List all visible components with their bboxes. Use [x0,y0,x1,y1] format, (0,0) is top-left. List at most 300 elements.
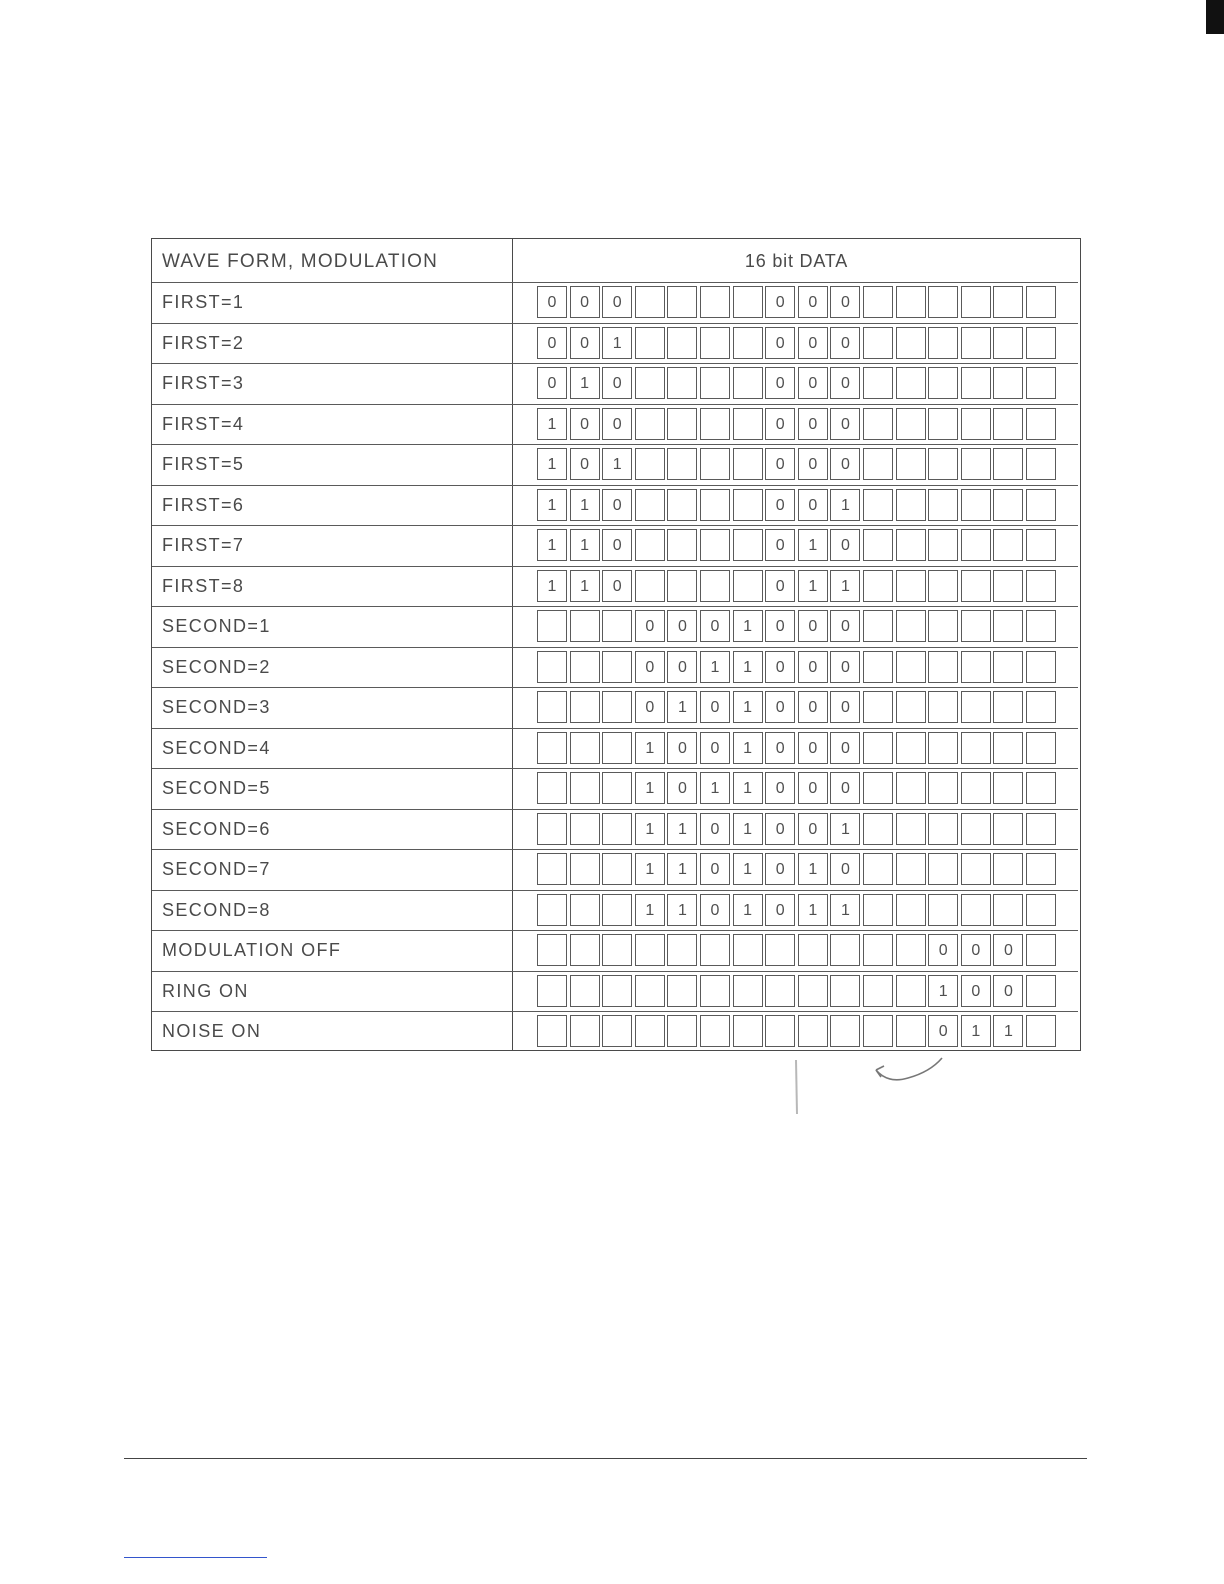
bit-cell [798,1015,828,1047]
bit-cell: 1 [700,651,730,683]
row-label: FIRST=4 [162,413,245,434]
bit-cell [993,610,1023,642]
bit-cell [602,813,632,845]
footer-link-rule [124,1557,267,1558]
bit-cell: 1 [733,894,763,926]
bit-cell [570,772,600,804]
bit-cell: 1 [667,894,697,926]
row-label: SECOND=7 [162,859,271,879]
row-divider [152,485,1078,486]
bit-cell: 1 [798,529,828,561]
bit-cell [830,934,860,966]
bit-cell [928,610,958,642]
bit-cell [1026,367,1056,399]
bit-cell: 0 [765,772,795,804]
bit-cell: 1 [798,853,828,885]
bit-cell [602,934,632,966]
row-divider [152,606,1078,607]
bit-cell [863,894,893,926]
bit-cell: 0 [700,813,730,845]
bit-cell [700,570,730,602]
row-divider [152,566,1078,567]
row-divider [152,890,1078,891]
bit-cell [863,1015,893,1047]
bit-cell [1026,772,1056,804]
bit-cell [961,327,991,359]
bit-cell [635,570,665,602]
bit-cell: 0 [830,853,860,885]
bit-cell: 0 [667,772,697,804]
bit-cell: 0 [602,529,632,561]
bit-cell [993,367,1023,399]
bit-cell [928,408,958,440]
bit-cell [798,975,828,1007]
bit-cell [928,570,958,602]
bit-cell [570,651,600,683]
bit-cell [961,489,991,521]
row-label: FIRST=7 [162,535,245,555]
bit-cell: 1 [570,570,600,602]
bit-cell: 1 [993,1015,1023,1047]
bit-cell [896,732,926,764]
bit-cell [602,691,632,723]
bit-cell: 1 [537,570,567,602]
bit-cell: 0 [765,732,795,764]
bit-cell: 0 [798,651,828,683]
bit-cell [896,894,926,926]
bit-cell [896,610,926,642]
bit-cell [928,489,958,521]
bit-cell: 1 [635,732,665,764]
bit-cell [961,408,991,440]
bit-cell [961,772,991,804]
bit-cell [830,1015,860,1047]
bit-cell: 0 [830,367,860,399]
bit-cell: 0 [667,610,697,642]
bit-cell [635,489,665,521]
bit-cell [667,408,697,440]
bit-cell [667,367,697,399]
bit-cell: 0 [765,570,795,602]
bit-cell [602,610,632,642]
bit-cell: 0 [765,894,795,926]
bit-cell [635,529,665,561]
bit-cell [537,651,567,683]
bit-cell: 1 [635,853,665,885]
bit-cell: 1 [537,408,567,440]
bit-cell: 0 [602,408,632,440]
bit-cell [928,772,958,804]
bit-cell: 1 [537,448,567,480]
row-divider [152,1011,1078,1012]
bit-cell: 0 [798,772,828,804]
bit-cell: 0 [765,408,795,440]
bit-cell: 0 [830,691,860,723]
bit-cell [993,448,1023,480]
bit-cell [993,489,1023,521]
row-divider [152,323,1078,324]
bit-cell: 0 [765,489,795,521]
bit-cell [733,448,763,480]
bit-cell [993,286,1023,318]
bit-cell [830,975,860,1007]
bit-cell: 0 [830,651,860,683]
row-divider [152,971,1078,972]
bit-cell: 0 [993,934,1023,966]
bit-cell [635,286,665,318]
bit-cell [863,570,893,602]
bit-cell [993,853,1023,885]
bit-cell: 1 [830,489,860,521]
bit-cell: 0 [765,610,795,642]
bit-cell [1026,691,1056,723]
bit-cell [602,651,632,683]
bit-cell [896,813,926,845]
bit-cell [1026,975,1056,1007]
bit-cell: 0 [993,975,1023,1007]
bit-cell [700,286,730,318]
bit-cell: 1 [733,610,763,642]
row-label: FIRST=8 [162,575,245,596]
row-divider [152,647,1078,648]
bit-cell: 0 [537,327,567,359]
bit-cell: 0 [570,286,600,318]
bit-cell: 0 [667,732,697,764]
row-divider [152,444,1078,445]
bit-cell: 1 [830,570,860,602]
bit-cell [928,529,958,561]
bit-cell [602,894,632,926]
bit-cell [635,1015,665,1047]
row-divider [152,849,1078,850]
bit-cell: 0 [765,286,795,318]
bit-cell [1026,570,1056,602]
bit-cell [537,934,567,966]
bit-cell [667,975,697,1007]
bit-cell [602,975,632,1007]
bit-cell: 1 [570,489,600,521]
bit-cell: 0 [765,448,795,480]
bit-cell [1026,489,1056,521]
bit-cell [896,367,926,399]
row-label: SECOND=3 [162,697,271,717]
bit-cell [863,813,893,845]
bit-cell [928,286,958,318]
row-label: SECOND=8 [162,899,271,920]
bit-cell: 1 [602,448,632,480]
bit-cell [993,570,1023,602]
bit-cell [700,1015,730,1047]
bit-cell: 0 [570,327,600,359]
bit-cell [700,448,730,480]
row-divider [152,363,1078,364]
bit-cell: 0 [830,327,860,359]
row-label: SECOND=2 [162,656,271,677]
bit-cell [896,570,926,602]
bit-cell [863,448,893,480]
bit-cell [961,610,991,642]
bit-cell: 0 [830,529,860,561]
bit-cell [1026,894,1056,926]
bit-cell: 0 [765,853,795,885]
row-divider [152,282,1078,283]
bit-cell [667,529,697,561]
bit-cell [863,975,893,1007]
bit-cell: 0 [700,691,730,723]
bit-cell: 0 [602,489,632,521]
bit-cell [733,367,763,399]
bit-cell [667,570,697,602]
bit-cell [896,489,926,521]
bit-cell [700,327,730,359]
bit-cell: 1 [667,853,697,885]
bit-cell [896,975,926,1007]
bit-cell [863,327,893,359]
bit-cell [961,529,991,561]
bit-cell [1026,934,1056,966]
bit-cell [863,651,893,683]
bit-cell: 1 [830,813,860,845]
bit-cell: 0 [570,408,600,440]
bit-cell [961,732,991,764]
bit-cell: 1 [733,772,763,804]
bit-cell [570,975,600,1007]
bit-cell [700,408,730,440]
bit-cell [667,286,697,318]
bit-cell [537,1015,567,1047]
bit-cell [928,732,958,764]
bit-cell [537,691,567,723]
bit-cell [570,813,600,845]
bit-cell [733,286,763,318]
bit-cell [1026,610,1056,642]
bit-cell: 0 [667,651,697,683]
bit-cell [1026,813,1056,845]
bit-cell [765,975,795,1007]
bit-cell [635,327,665,359]
row-divider [152,728,1078,729]
bit-cell: 0 [830,732,860,764]
bit-cell [863,367,893,399]
bit-cell [537,853,567,885]
bit-cell: 1 [635,894,665,926]
row-label: FIRST=2 [162,332,245,353]
bit-cell [863,732,893,764]
bit-cell [1026,853,1056,885]
bit-cell [928,651,958,683]
table-header [152,239,1080,282]
bit-cell: 0 [830,610,860,642]
bit-cell [570,691,600,723]
bit-cell [993,691,1023,723]
bit-cell: 1 [733,691,763,723]
bit-cell [993,772,1023,804]
bit-cell: 0 [961,975,991,1007]
bit-cell: 1 [602,327,632,359]
row-label: SECOND=5 [162,778,271,798]
bit-cell [928,327,958,359]
bit-cell: 0 [798,408,828,440]
row-label: FIRST=1 [162,292,245,312]
bit-cell [635,408,665,440]
bit-cell [928,813,958,845]
bit-cell [896,529,926,561]
bit-cell [635,448,665,480]
row-divider [152,768,1078,769]
bit-cell: 1 [537,489,567,521]
bit-cell [961,813,991,845]
bit-cell [896,853,926,885]
bit-cell: 1 [798,894,828,926]
bit-cell [733,570,763,602]
bit-cell: 1 [733,853,763,885]
bit-cell [733,1015,763,1047]
bit-cell [896,408,926,440]
bit-cell [602,772,632,804]
bit-cell [961,570,991,602]
bit-cell [896,286,926,318]
bit-cell: 0 [570,448,600,480]
bit-cell: 1 [700,772,730,804]
bit-cell: 1 [635,813,665,845]
bit-cell [1026,448,1056,480]
bit-cell: 0 [928,1015,958,1047]
bit-cell: 0 [798,448,828,480]
bit-cell: 0 [798,813,828,845]
bit-cell [863,772,893,804]
bit-cell: 0 [798,610,828,642]
bit-cell [896,651,926,683]
bit-cell [863,286,893,318]
bit-cell [896,691,926,723]
bit-cell: 0 [537,286,567,318]
bit-cell [700,489,730,521]
bit-cell [993,529,1023,561]
bit-cell [733,934,763,966]
bit-cell [961,448,991,480]
bit-cell [765,934,795,966]
bit-cell [928,367,958,399]
bit-cell [863,853,893,885]
bit-cell: 0 [635,610,665,642]
bit-cell: 1 [733,813,763,845]
bit-cell [733,489,763,521]
bit-cell: 1 [667,813,697,845]
bit-cell: 0 [798,327,828,359]
bit-cell [635,934,665,966]
bit-cell [863,610,893,642]
bit-cell: 0 [830,448,860,480]
bit-cell: 0 [798,489,828,521]
bit-cell: 0 [830,408,860,440]
bit-cell: 0 [798,732,828,764]
bit-cell: 0 [830,772,860,804]
bit-cell [700,975,730,1007]
bit-cell [537,732,567,764]
bit-cell: 1 [570,367,600,399]
bit-cell [863,934,893,966]
bit-cell [896,772,926,804]
bit-cell [1026,651,1056,683]
bit-cell [700,529,730,561]
bit-cell [928,853,958,885]
bit-cell [961,651,991,683]
bit-cell [1026,327,1056,359]
bit-cell [570,934,600,966]
row-label: FIRST=3 [162,373,245,393]
bit-cell [1026,1015,1056,1047]
bit-cell [602,732,632,764]
bit-cell: 0 [798,367,828,399]
bit-cell: 1 [830,894,860,926]
row-label: FIRST=6 [162,494,245,515]
bit-cell [667,489,697,521]
bit-cell [733,975,763,1007]
bit-cell: 0 [830,286,860,318]
bit-cell [570,853,600,885]
bit-cell: 1 [733,651,763,683]
bit-cell: 0 [700,894,730,926]
row-divider [152,525,1078,526]
bit-cell: 1 [635,772,665,804]
bit-cell [896,1015,926,1047]
bit-cell [1026,732,1056,764]
bit-cell: 0 [798,286,828,318]
bit-cell: 1 [928,975,958,1007]
row-label: SECOND=4 [162,737,271,758]
bit-cell [928,448,958,480]
bit-cell [667,448,697,480]
bit-cell: 0 [765,367,795,399]
bit-cell: 0 [765,691,795,723]
bit-cell [961,894,991,926]
bit-cell [570,732,600,764]
waveform-data-table [151,238,1081,1051]
bit-cell: 1 [961,1015,991,1047]
bit-cell [635,975,665,1007]
bit-cell [700,934,730,966]
bit-cell [635,367,665,399]
footer-rule [124,1458,1087,1459]
bit-cell [798,934,828,966]
bit-cell [993,732,1023,764]
bit-cell [570,610,600,642]
bit-cell: 0 [635,651,665,683]
bit-cell: 0 [602,367,632,399]
bit-cell: 0 [635,691,665,723]
bit-cell: 0 [700,853,730,885]
bit-cell [928,691,958,723]
bit-cell [1026,408,1056,440]
bit-cell [733,408,763,440]
bit-cell: 0 [798,691,828,723]
handwritten-mark [780,1050,950,1120]
bit-cell [993,408,1023,440]
row-label: MODULATION OFF [162,940,342,960]
header-label: WAVE FORM, MODULATION [162,251,439,272]
bit-cell: 0 [765,651,795,683]
bit-cell [733,327,763,359]
bit-cell: 0 [961,934,991,966]
bit-cell [667,934,697,966]
bit-cell: 0 [700,610,730,642]
bit-cell [993,894,1023,926]
bit-cell [896,934,926,966]
bit-cell [570,894,600,926]
row-divider [152,809,1078,810]
bit-cell [537,894,567,926]
header-data-title: 16 bit DATA [744,251,849,271]
